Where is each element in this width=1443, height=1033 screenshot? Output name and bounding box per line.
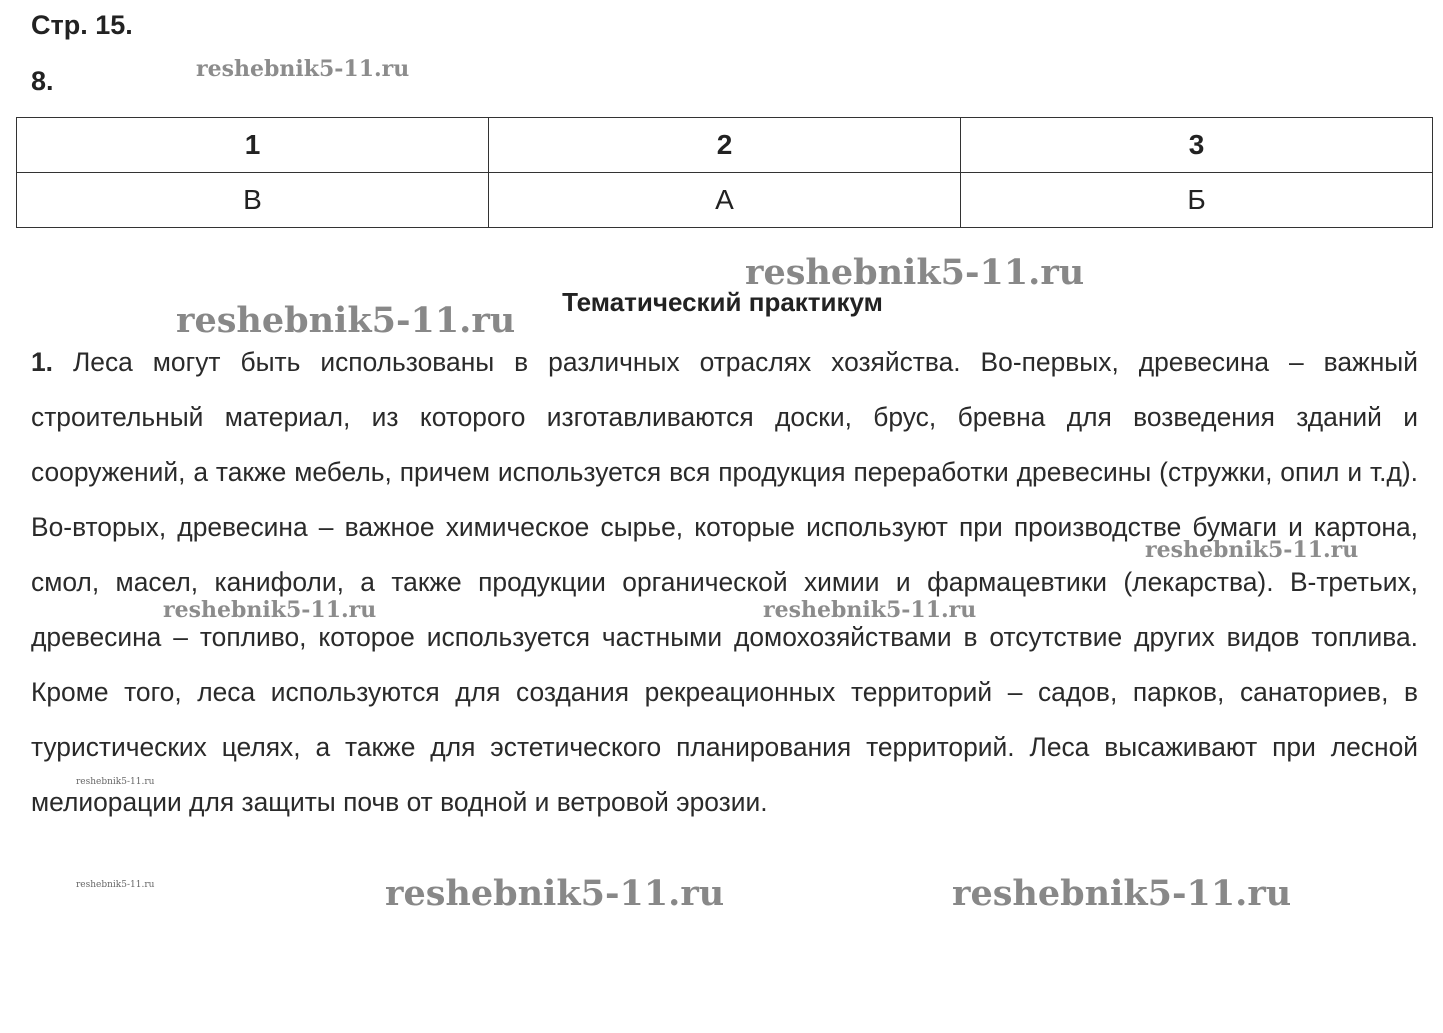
answer-table-cell: А <box>489 173 961 228</box>
watermark: reshebnik5-11.ru <box>176 300 516 341</box>
watermark: reshebnik5-11.ru <box>952 873 1292 914</box>
watermark: reshebnik5-11.ru <box>76 777 155 787</box>
answer-body: Леса могут быть использованы в различных отраслях хозяйства. Во-первых, древесина – важный строительный материал, из которого изготавливаются доски, брус, бревна для возведения зданий и сооружений, а также мебель, причем используется вся продукция переработки древесины (стружки, опил и т.д). Во-вторых, древесина – важное химическое сырье, которые используют при производстве бумаги и картона, смол, масел, канифоли, а также продукции органической химии и фармацевтики (лекарства). В-третьих, древесина – топливо, которое используется частными домохозяйствами в отсутствие других видов топлива. Кроме того, леса используются для создания рекреационных территорий – садов, парков, санаториев, в туристических целях, а также для эстетического планирования территорий. Леса высаживают при лесной мелиорации для защиты почв от водной и ветровой эрозии. <box>31 347 1418 817</box>
watermark: reshebnik5-11.ru <box>196 56 410 82</box>
watermark: reshebnik5-11.ru <box>76 880 155 890</box>
answer-table-header-cell: 3 <box>961 118 1433 173</box>
page-label: Стр. 15. <box>31 10 133 40</box>
answer-table-header-cell: 1 <box>17 118 489 173</box>
answer-table-cell: В <box>17 173 489 228</box>
task-number: 8. <box>31 66 54 96</box>
watermark: reshebnik5-11.ru <box>1145 537 1359 563</box>
watermark: reshebnik5-11.ru <box>385 873 725 914</box>
answer-table-header-row <box>17 118 1433 173</box>
answer-table-cell: Б <box>961 173 1433 228</box>
answer-number: 1. <box>31 347 54 377</box>
watermark: reshebnik5-11.ru <box>163 597 377 623</box>
answer-paragraph <box>31 335 1418 830</box>
answer-table <box>16 117 1433 228</box>
answer-table-header-cell: 2 <box>489 118 961 173</box>
watermark: reshebnik5-11.ru <box>763 597 977 623</box>
answer-table-row <box>17 173 1433 228</box>
watermark: reshebnik5-11.ru <box>745 252 1085 293</box>
section-title: Тематический практикум <box>562 287 883 317</box>
